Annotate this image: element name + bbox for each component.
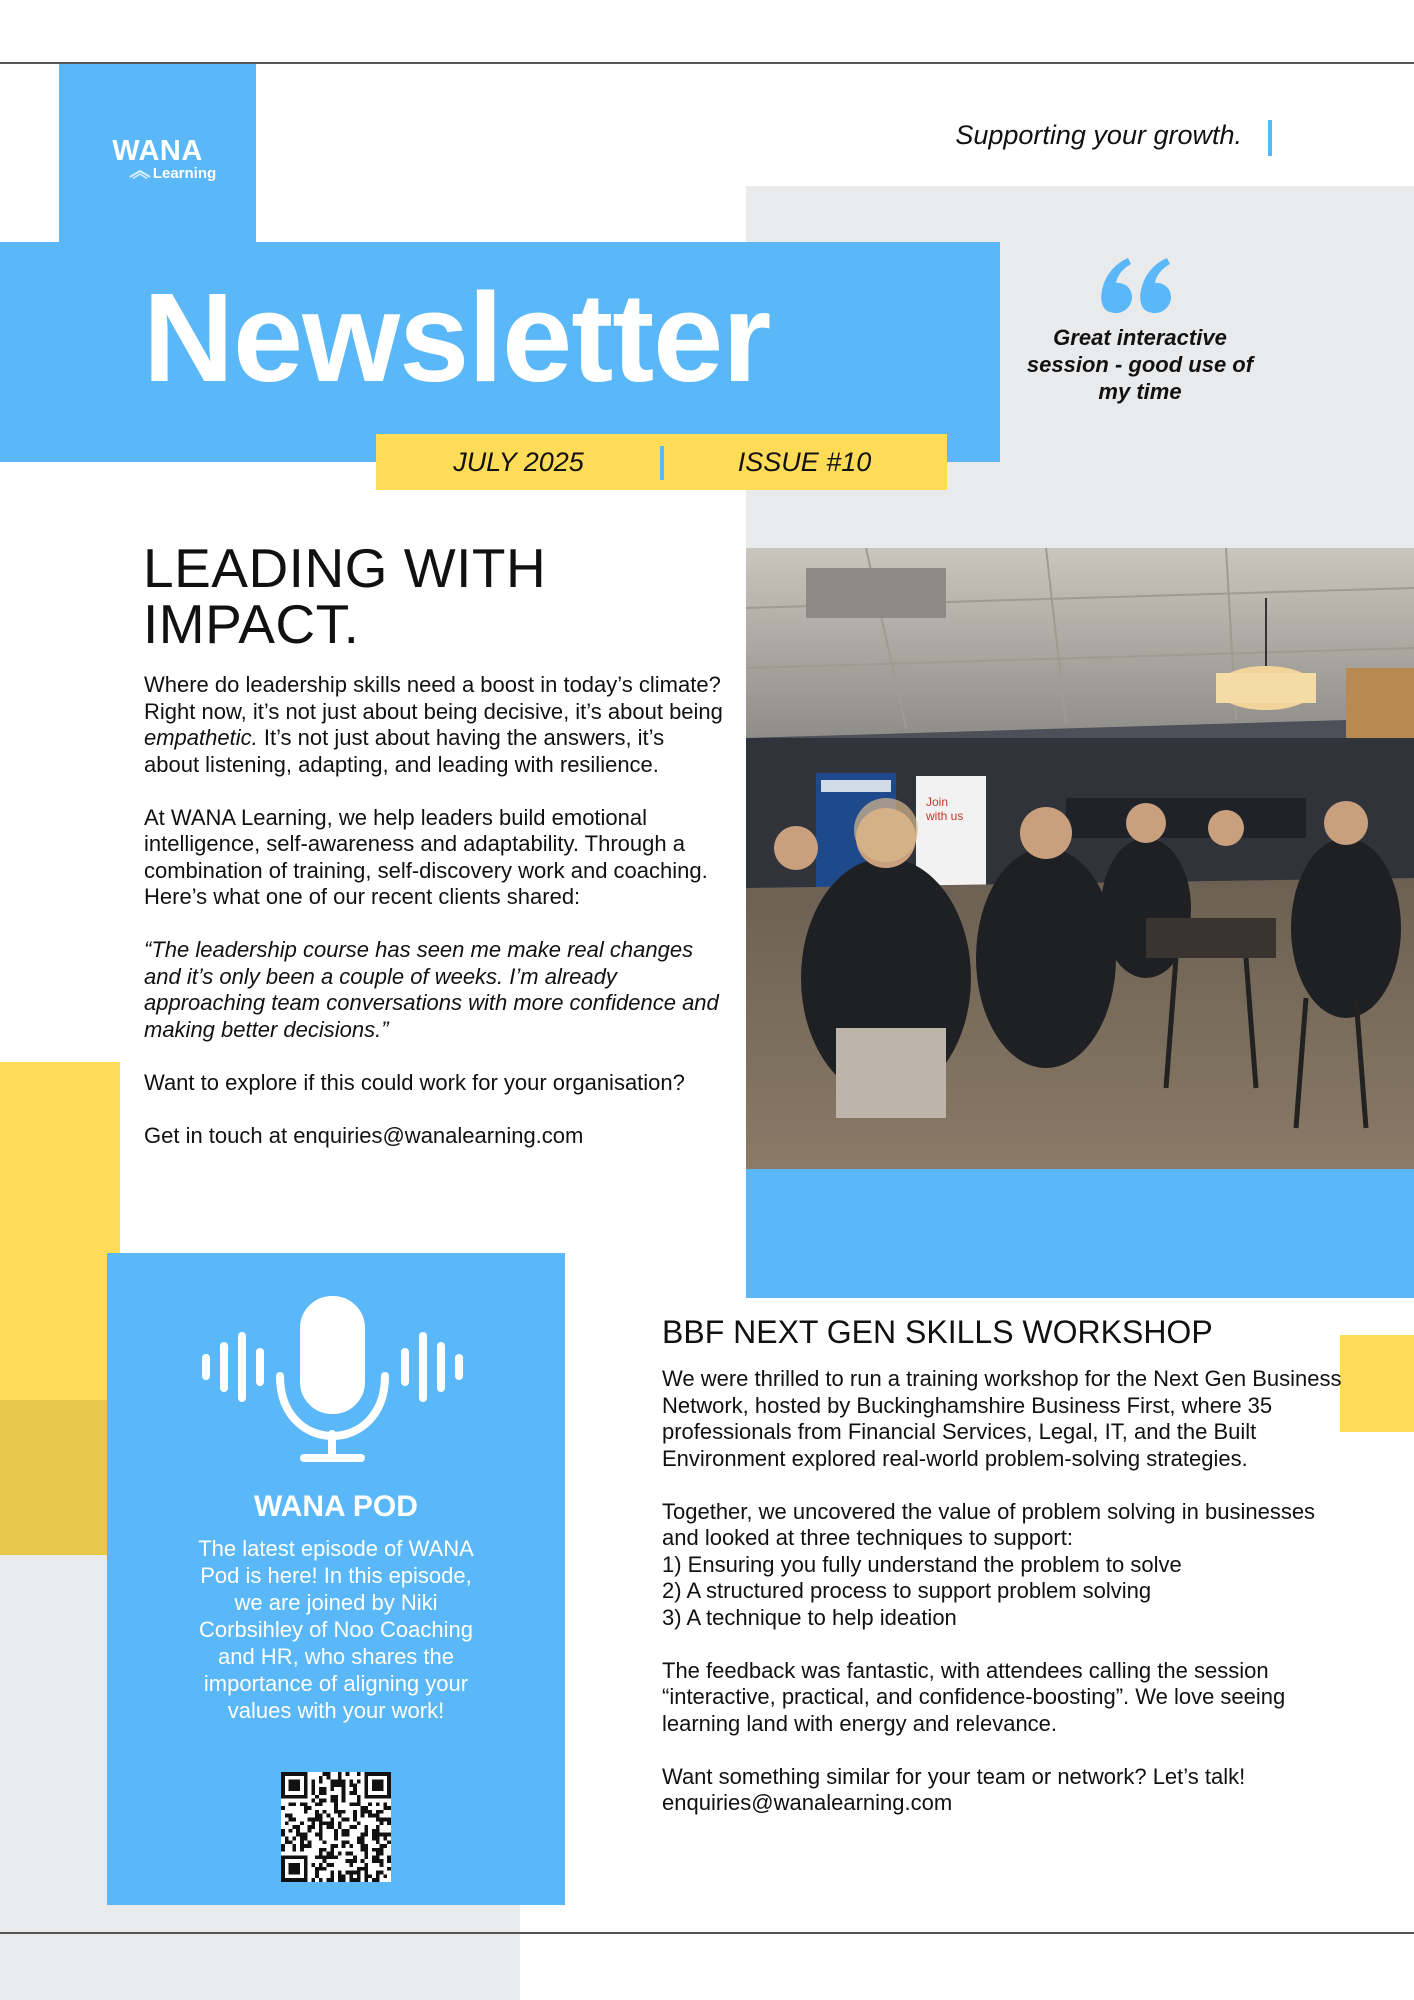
logo — [59, 136, 256, 182]
workshop-cta: Want something similar for your team or network? Let’s talk! enquiries@wanalearning.com — [662, 1763, 1246, 1815]
testimonial-text: Great interactive session - good use of my time — [1026, 325, 1254, 404]
tagline-accent-bar — [1268, 120, 1272, 156]
microphone-icon — [200, 1296, 465, 1466]
issue-number: ISSUE #10 — [737, 447, 872, 477]
workshop-paragraph-3: The feedback was fantastic, with attendees calling the session “interactive, practical, and confidence-boosting”. We love seeing learning land with energy and relevance. — [662, 1657, 1286, 1736]
svg-text:Join: Join — [926, 795, 949, 809]
newsletter-title: Newsletter — [143, 267, 771, 408]
tagline: Supporting your growth. — [955, 120, 1242, 150]
issue-date: JULY 2025 — [453, 447, 584, 477]
bottom-divider — [0, 1932, 1414, 1934]
client-quote: “The leadership course has seen me make real changes and it’s only been a couple of weeks. I’m already approaching team conversations with more confidence and making better decisions.” — [144, 937, 719, 1042]
podcast-title: WANA POD — [254, 1490, 418, 1523]
workshop-contact-email[interactable]: enquiries@wanalearning.com — [662, 1790, 953, 1815]
lead-article-title — [143, 537, 703, 655]
workshop-title: BBF NEXT GEN SKILLS WORKSHOP — [662, 1314, 1213, 1350]
podcast-description: The latest episode of WANA Pod is here! In this episode, we are joined by Niki Corbsihley of Noo Coaching and HR, who shares the importance of aligning your values with your work! — [198, 1536, 474, 1723]
lead-paragraph-1: Where do leadership skills need a boost in today’s climate? Right now, it’s not just about being decisive, it’s about being empathetic. It’s not just about having the answers, it’s about listening, adapting, and leading with resilience. — [144, 672, 723, 777]
workshop-body — [662, 1366, 1342, 1843]
photo-accent-block — [746, 1169, 1414, 1298]
logo-sub-text: Learning — [89, 166, 256, 182]
svg-text:with us: with us — [926, 809, 964, 823]
technique-item: 1) Ensuring you fully understand the problem to solve — [662, 1551, 1182, 1577]
quote-icon — [1100, 250, 1180, 320]
workshop-paragraph-1: We were thrilled to run a training workshop for the Next Gen Business Network, hosted by Buckinghamshire Business First, where 35 professionals from Financial Services, Legal, IT, and the Built Environment explored real-world problem-solving strategies. — [662, 1366, 1342, 1471]
lead-title-line1: LEADING WITH — [143, 537, 547, 599]
technique-item: 2) A structured process to support problem solving — [662, 1578, 1152, 1603]
qr-code[interactable] — [281, 1772, 391, 1882]
lead-title-line2: IMPACT. — [143, 593, 360, 655]
lead-paragraph-3: Want to explore if this could work for your organisation? — [144, 1069, 685, 1095]
workshop-photo — [746, 548, 1414, 1169]
workshop-paragraph-2: Together, we uncovered the value of problem solving in businesses and looked at three techniques to support: 1) Ensuring you fully understand the problem to solve 2) A structured process to support problem solving 3) A technique to help ideation — [662, 1498, 1316, 1630]
yellow-accent-left-dark — [0, 1400, 120, 1555]
contact-line: Get in touch at enquiries@wanalearning.com — [144, 1122, 584, 1148]
yellow-accent-left — [0, 1062, 120, 1400]
chevron-logo-icon — [129, 169, 151, 179]
logo-main-text: WANA — [112, 135, 203, 167]
lead-article-body — [144, 672, 724, 1176]
lead-paragraph-2: At WANA Learning, we help leaders build emotional intelligence, self-awareness and adaptability. Through a combination of training, self-discovery work and coaching. Here’s what one of our recent clients shared: — [144, 804, 708, 909]
technique-item: 3) A technique to help ideation — [662, 1604, 957, 1630]
